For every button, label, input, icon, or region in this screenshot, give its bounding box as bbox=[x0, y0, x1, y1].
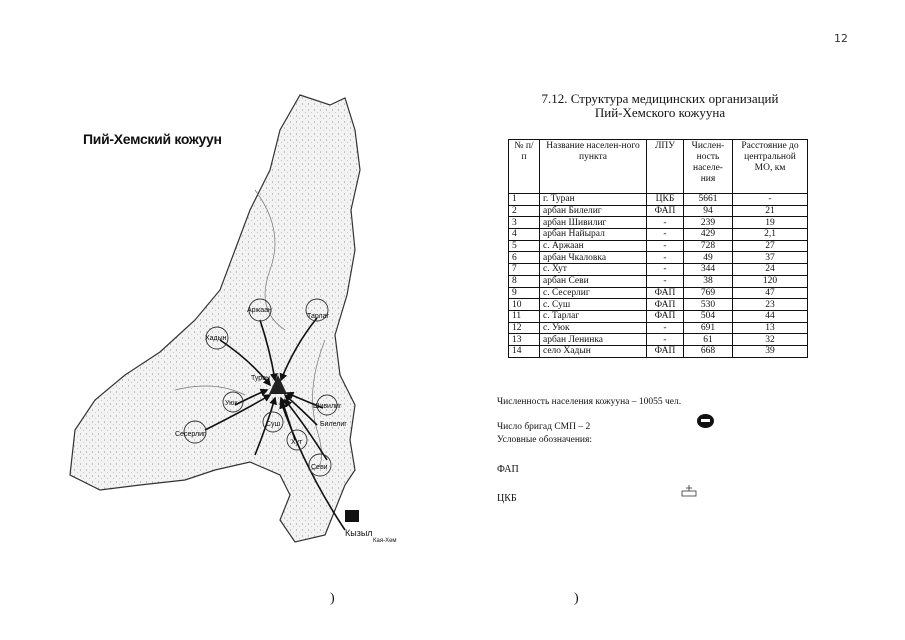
cell-distance: 23 bbox=[733, 299, 808, 311]
cell-settlement: с. Тарлаг bbox=[540, 310, 647, 322]
scan-mark: ) bbox=[330, 591, 335, 606]
table-row bbox=[509, 322, 808, 334]
cell-population: 691 bbox=[684, 322, 733, 334]
table-row bbox=[509, 194, 808, 206]
cell-num: 14 bbox=[509, 345, 540, 357]
cell-settlement: с. Хут bbox=[540, 264, 647, 276]
cell-lpu: - bbox=[647, 229, 684, 241]
cell-lpu: - bbox=[647, 240, 684, 252]
place-label: Сесерлиг bbox=[175, 431, 206, 438]
cell-distance: 13 bbox=[733, 322, 808, 334]
cell-lpu: - bbox=[647, 264, 684, 276]
table-row bbox=[509, 252, 808, 264]
header-settlement: Название населен-ного пункта bbox=[540, 140, 647, 194]
cell-lpu: - bbox=[647, 252, 684, 264]
title-line-2: Пий-Хемского кожууна bbox=[594, 105, 726, 120]
cell-num: 9 bbox=[509, 287, 540, 299]
place-label: Аржаан bbox=[247, 307, 272, 314]
cell-settlement: с. Уюк bbox=[540, 322, 647, 334]
cell-lpu: ФАП bbox=[647, 345, 684, 357]
header-population: Числен-ность населе-ния bbox=[684, 140, 733, 194]
cell-population: 504 bbox=[684, 310, 733, 322]
cell-population: 61 bbox=[684, 334, 733, 346]
cell-distance: - bbox=[733, 194, 808, 206]
cell-lpu: ФАП bbox=[647, 205, 684, 217]
cell-settlement: арбан Ленинка bbox=[540, 334, 647, 346]
cell-lpu: ФАП bbox=[647, 287, 684, 299]
medical-organizations-table bbox=[508, 139, 808, 358]
cell-population: 38 bbox=[684, 275, 733, 287]
page-number: 12 bbox=[834, 32, 848, 45]
table-row bbox=[509, 264, 808, 276]
cell-population: 239 bbox=[684, 217, 733, 229]
ambulance-icon bbox=[697, 414, 714, 428]
document-title bbox=[500, 92, 820, 120]
scan-mark: ) bbox=[574, 591, 579, 606]
cell-distance: 47 bbox=[733, 287, 808, 299]
cell-lpu: ФАП bbox=[647, 310, 684, 322]
cell-num: 1 bbox=[509, 194, 540, 206]
cell-distance: 21 bbox=[733, 205, 808, 217]
cell-distance: 24 bbox=[733, 264, 808, 276]
place-label: Хут bbox=[291, 439, 303, 446]
cell-lpu: - bbox=[647, 334, 684, 346]
cell-population: 49 bbox=[684, 252, 733, 264]
cell-distance: 120 bbox=[733, 275, 808, 287]
smp-note: Число бригад СМП – 2 bbox=[497, 422, 591, 432]
cell-distance: 19 bbox=[733, 217, 808, 229]
header-lpu: ЛПУ bbox=[647, 140, 684, 194]
cell-num: 4 bbox=[509, 229, 540, 241]
cell-population: 728 bbox=[684, 240, 733, 252]
cell-population: 668 bbox=[684, 345, 733, 357]
cell-population: 5661 bbox=[684, 194, 733, 206]
legend-title: Условные обозначения: bbox=[497, 435, 593, 445]
place-label: Тарлаг bbox=[307, 313, 330, 320]
table-row bbox=[509, 334, 808, 346]
cell-lpu: ФАП bbox=[647, 299, 684, 311]
place-label: Билелиг bbox=[320, 421, 347, 428]
cell-distance: 37 bbox=[733, 252, 808, 264]
header-num: № п/п bbox=[509, 140, 540, 194]
table-row bbox=[509, 310, 808, 322]
cell-num: 8 bbox=[509, 275, 540, 287]
cell-distance: 44 bbox=[733, 310, 808, 322]
cell-distance: 2,1 bbox=[733, 229, 808, 241]
cell-settlement: с. Сесерлиг bbox=[540, 287, 647, 299]
cell-population: 94 bbox=[684, 205, 733, 217]
title-line-1: 7.12. Структура медицинских организаций bbox=[541, 91, 779, 106]
table-row bbox=[509, 345, 808, 357]
cell-lpu: - bbox=[647, 217, 684, 229]
map-title: Пий-Хемский кожуун bbox=[83, 131, 222, 147]
cell-lpu: - bbox=[647, 275, 684, 287]
legend-fap: ФАП bbox=[497, 464, 519, 475]
cell-population: 429 bbox=[684, 229, 733, 241]
cell-num: 2 bbox=[509, 205, 540, 217]
cell-settlement: арбан Найырал bbox=[540, 229, 647, 241]
cell-settlement: арбан Чкаловка bbox=[540, 252, 647, 264]
cell-settlement: с. Суш bbox=[540, 299, 647, 311]
kyzyl-marker bbox=[345, 510, 359, 522]
cell-num: 6 bbox=[509, 252, 540, 264]
table-row bbox=[509, 229, 808, 241]
cell-settlement: арбан Билелиг bbox=[540, 205, 647, 217]
place-label: Уюк bbox=[225, 400, 238, 407]
cell-num: 5 bbox=[509, 240, 540, 252]
cell-settlement: арбан Севи bbox=[540, 275, 647, 287]
hospital-building-icon bbox=[680, 484, 698, 498]
table-row bbox=[509, 205, 808, 217]
legend-ckb: ЦКБ bbox=[497, 493, 517, 504]
place-label: Кызыл bbox=[345, 528, 373, 538]
table-row bbox=[509, 275, 808, 287]
cell-settlement: с. Аржаан bbox=[540, 240, 647, 252]
cell-distance: 32 bbox=[733, 334, 808, 346]
table-row bbox=[509, 299, 808, 311]
cell-distance: 27 bbox=[733, 240, 808, 252]
table-row bbox=[509, 217, 808, 229]
cell-settlement: село Хадын bbox=[540, 345, 647, 357]
cell-num: 3 bbox=[509, 217, 540, 229]
cell-lpu: - bbox=[647, 322, 684, 334]
cell-num: 12 bbox=[509, 322, 540, 334]
place-label: Суш bbox=[266, 421, 281, 428]
cell-settlement: г. Туран bbox=[540, 194, 647, 206]
cell-population: 769 bbox=[684, 287, 733, 299]
edge-label: Кая-Хем bbox=[373, 538, 397, 544]
table-row bbox=[509, 287, 808, 299]
place-label: Хадын bbox=[205, 335, 227, 342]
header-distance: Расстояние до центральной МО, км bbox=[733, 140, 808, 194]
cell-population: 530 bbox=[684, 299, 733, 311]
cell-num: 11 bbox=[509, 310, 540, 322]
population-note: Численность населения кожууна – 10055 чел. bbox=[497, 397, 682, 407]
region-map bbox=[55, 90, 405, 560]
cell-lpu: ЦКБ bbox=[647, 194, 684, 206]
cell-distance: 39 bbox=[733, 345, 808, 357]
table-row bbox=[509, 240, 808, 252]
cell-settlement: арбан Шивилиг bbox=[540, 217, 647, 229]
cell-num: 10 bbox=[509, 299, 540, 311]
table-header-row bbox=[509, 140, 808, 194]
place-label: Севи bbox=[311, 464, 328, 471]
cell-population: 344 bbox=[684, 264, 733, 276]
cell-num: 7 bbox=[509, 264, 540, 276]
place-label: Шивилиг bbox=[313, 403, 342, 410]
cell-num: 13 bbox=[509, 334, 540, 346]
place-label: Туран bbox=[251, 375, 270, 382]
